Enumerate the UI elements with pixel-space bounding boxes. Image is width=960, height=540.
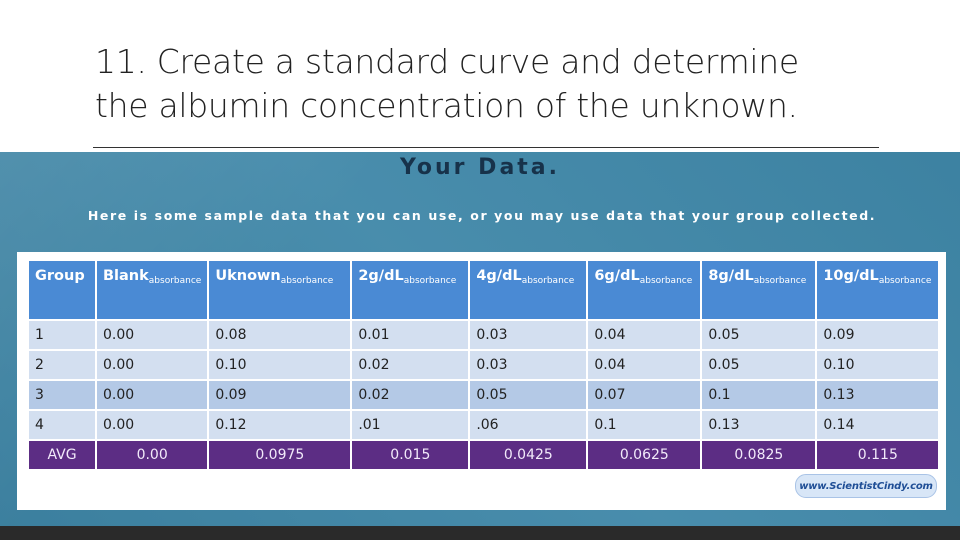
table-cell: 0.09 [816,320,939,350]
table-cell: 0.10 [816,350,939,380]
table-cell: 0.14 [816,410,939,440]
table-cell: 1 [28,320,96,350]
table-cell: 0.09 [208,380,351,410]
table-cell: 0.10 [208,350,351,380]
header-label: 10g/dL [823,268,879,284]
header-cell-10gdl [816,260,939,320]
header-subscript: absorbance [878,276,932,286]
table-cell: 0.115 [816,440,939,470]
data-panel [0,152,960,526]
header-subscript: absorbance [753,276,807,286]
table-card [17,252,946,510]
header-label: Uknown [215,268,281,284]
table-cell: 0.13 [816,380,939,410]
header-subscript: absorbance [639,276,693,286]
table-cell: 0.08 [208,320,351,350]
table-cell: 0.02 [351,350,469,380]
table-cell: .01 [351,410,469,440]
header-cell-group [28,260,96,320]
table-cell: 0.00 [96,440,208,470]
table-row [28,410,939,440]
table-cell: 2 [28,350,96,380]
table-cell: 0.05 [469,380,587,410]
slide-title [95,40,895,128]
table-cell: 0.0625 [587,440,701,470]
table-cell: 0.00 [96,350,208,380]
table-cell: 0.07 [587,380,701,410]
table-cell: 0.05 [701,350,816,380]
table-cell: 0.1 [587,410,701,440]
table-row [28,350,939,380]
table-cell: 0.00 [96,380,208,410]
header-subscript: absorbance [521,276,575,286]
table-cell: 0.0975 [208,440,351,470]
panel-subheading: Here is some sample data that you can use, or you may use data that your group collected. [87,208,877,223]
table-cell: 0.01 [351,320,469,350]
header-subscript: absorbance [280,276,334,286]
scientist-cindy-logo [795,474,937,498]
table-cell: 0.00 [96,320,208,350]
table-cell: 0.04 [587,350,701,380]
header-cell-8gdl [701,260,816,320]
header-cell-2gdl [351,260,469,320]
table-cell: 0.015 [351,440,469,470]
bottom-bar [0,526,960,540]
table-cell: 0.0425 [469,440,587,470]
table-cell: 0.1 [701,380,816,410]
table-cell: 0.02 [351,380,469,410]
header-label: 2g/dL [358,268,404,284]
slide-title-line-1: 11. Create a standard curve and determine [95,42,799,81]
header-label: 6g/dL [594,268,640,284]
table-cell: 0.00 [96,410,208,440]
header-subscript: absorbance [403,276,457,286]
table-cell: 0.05 [701,320,816,350]
header-cell-4gdl [469,260,587,320]
table-cell: AVG [28,440,96,470]
panel-heading: Your Data. [399,155,561,180]
table-row [28,380,939,410]
header-label: 4g/dL [476,268,522,284]
table-cell: 0.12 [208,410,351,440]
title-divider [93,147,879,148]
data-table [27,259,940,471]
table-cell: 0.03 [469,320,587,350]
header-subscript: absorbance [148,276,202,286]
table-cell: 0.0825 [701,440,816,470]
header-cell-unknown [208,260,351,320]
header-label: 8g/dL [708,268,754,284]
header-cell-6gdl [587,260,701,320]
watermark-text: www.ScientistCindy.com [799,480,933,492]
header-cell-blank [96,260,208,320]
table-cell: 0.13 [701,410,816,440]
table-cell: 0.03 [469,350,587,380]
table-cell: 3 [28,380,96,410]
slide-title-line-2: the albumin concentration of the unknown. [95,86,798,125]
table-row [28,320,939,350]
table-cell: 0.04 [587,320,701,350]
table-cell: .06 [469,410,587,440]
table-header-row [28,260,939,320]
table-cell: 4 [28,410,96,440]
average-row [28,440,939,470]
header-label: Blank [103,268,149,284]
header-label: Group [35,268,85,284]
